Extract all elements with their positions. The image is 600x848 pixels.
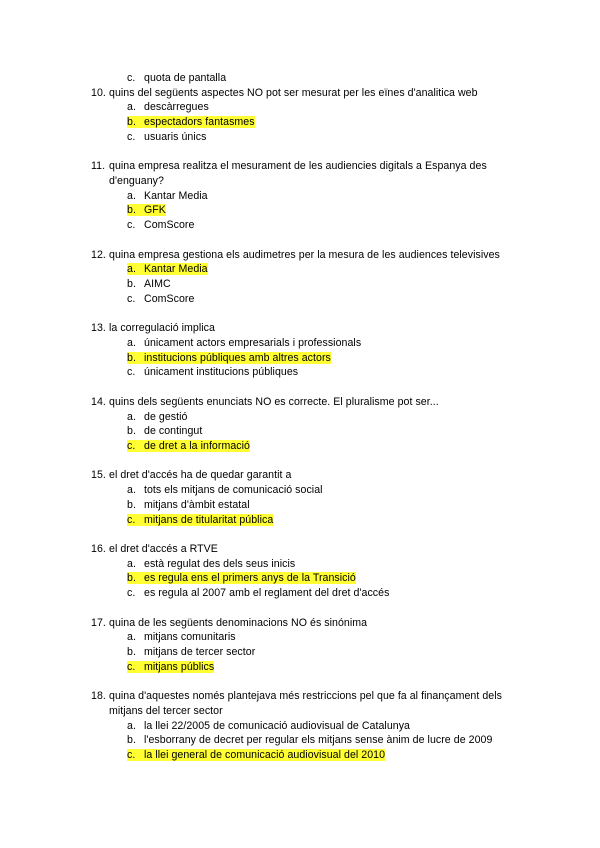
answer-content xyxy=(127,631,236,643)
option-letter: b. xyxy=(127,646,136,658)
option-letter: a. xyxy=(127,631,136,644)
answer-option xyxy=(127,514,273,527)
answer-option xyxy=(127,204,166,217)
option-text: Kantar Media xyxy=(144,189,208,202)
answer-content xyxy=(127,425,202,437)
option-letter: a. xyxy=(127,484,136,497)
answer-content xyxy=(127,190,208,202)
answer-option xyxy=(127,366,298,379)
option-letter: b. xyxy=(127,278,136,290)
option-letter: a. xyxy=(127,410,136,423)
option-letter: b. xyxy=(127,734,136,747)
question-number: 15. xyxy=(91,469,106,482)
option-letter: b. xyxy=(127,572,136,585)
option-letter: b. xyxy=(127,204,136,217)
answer-option xyxy=(127,72,226,85)
option-text: la llei general de comunicació audiovisual del 2010 xyxy=(144,749,386,761)
question-line: quina d'aquestes només plantejava més restriccions pel que fa al finançament dels xyxy=(109,690,502,703)
option-letter: a. xyxy=(127,263,136,276)
question-line: la corregulació implica xyxy=(109,322,215,335)
answer-option xyxy=(127,190,208,203)
option-text: ComScore xyxy=(144,292,195,305)
question-number: 11. xyxy=(91,160,106,173)
question-text xyxy=(91,249,500,262)
answer-option xyxy=(127,131,206,144)
option-text: Kantar Media xyxy=(144,263,208,276)
option-text: mitjans de titularitat pública xyxy=(144,513,274,526)
answer-option xyxy=(127,219,194,232)
option-text: AIMC xyxy=(144,278,171,290)
question-number: 12. xyxy=(91,248,106,261)
answer-content xyxy=(127,293,194,305)
answer-option xyxy=(127,720,410,733)
option-letter: c. xyxy=(127,660,136,673)
option-text: està regulat des dels seus inicis xyxy=(144,557,296,570)
option-text: de gestió xyxy=(144,410,188,423)
option-text: la llei 22/2005 de comunicació audiovisual de Catalunya xyxy=(144,719,410,732)
answer-option xyxy=(127,293,194,306)
option-text: quota de pantalla xyxy=(144,72,227,84)
option-text: GFK xyxy=(144,204,166,217)
question-number: 18. xyxy=(91,690,106,703)
question-line: mitjans del tercer sector xyxy=(109,704,223,717)
option-text: espectadors fantasmes xyxy=(144,116,255,129)
answer-content xyxy=(127,587,389,599)
answer-content xyxy=(127,219,194,231)
option-text: tots els mitjans de comunicació social xyxy=(144,484,323,497)
option-letter: a. xyxy=(127,336,136,349)
option-text: mitjans comunitaris xyxy=(144,631,236,644)
question-line: quina empresa realitza el mesurament de les audiencies digitals a Espanya des xyxy=(109,160,487,173)
question-text xyxy=(91,469,291,482)
question-text xyxy=(91,690,502,703)
answer-option xyxy=(127,352,331,365)
option-letter: b. xyxy=(127,425,136,438)
question-text-continued xyxy=(109,175,164,188)
highlighted-answer xyxy=(127,514,273,526)
option-letter: b. xyxy=(127,498,136,511)
option-text: l'esborrany de decret per regular els mitjans sense ànim de lucre de 2009 xyxy=(144,734,493,747)
option-letter: a. xyxy=(127,189,136,202)
option-text: únicament actors empresarials i professionals xyxy=(144,336,362,349)
answer-option xyxy=(127,440,250,453)
answer-content xyxy=(127,720,410,732)
answer-content xyxy=(127,484,323,496)
question-line: quina de les següents denominacions NO és sinónima xyxy=(109,616,368,629)
answer-content xyxy=(127,278,171,290)
option-letter: a. xyxy=(127,101,136,114)
option-text: descàrregues xyxy=(144,101,209,114)
answer-option xyxy=(127,749,385,762)
answer-option xyxy=(127,278,171,291)
option-letter: c. xyxy=(127,439,136,452)
answer-option xyxy=(127,631,236,644)
question-line: quina empresa gestiona els audimetres per la mesura de les audiences televisives xyxy=(109,248,500,261)
question-line: el dret d'accés ha de quedar garantit a xyxy=(109,469,292,482)
option-text: mitjans d'àmbit estatal xyxy=(144,498,250,511)
question-text xyxy=(91,160,487,173)
answer-option xyxy=(127,734,492,747)
option-text: es regula ens el primers anys de la Transició xyxy=(144,572,356,585)
answer-option xyxy=(127,587,389,600)
question-number: 16. xyxy=(91,543,106,555)
option-letter: c. xyxy=(127,130,136,143)
answer-option xyxy=(127,661,214,674)
answer-option xyxy=(127,499,250,512)
highlighted-answer xyxy=(127,749,385,761)
option-letter: b. xyxy=(127,351,136,364)
question-line: quins dels següents enunciats NO es correcte. El pluralisme pot ser... xyxy=(109,395,439,408)
answer-content xyxy=(127,734,492,746)
question-line: d'enguany? xyxy=(109,175,164,187)
option-letter: b. xyxy=(127,116,136,129)
question-number: 13. xyxy=(91,322,106,335)
answer-content xyxy=(127,366,298,378)
option-letter: a. xyxy=(127,557,136,570)
highlighted-answer xyxy=(127,572,356,584)
highlighted-answer xyxy=(127,263,208,275)
answer-option xyxy=(127,101,209,114)
answer-option xyxy=(127,116,255,129)
answer-content xyxy=(127,411,187,423)
option-letter: c. xyxy=(127,72,136,84)
option-text: únicament institucions públiques xyxy=(144,366,299,379)
option-text: es regula al 2007 amb el reglament del dret d'accés xyxy=(144,587,390,600)
answer-content xyxy=(127,101,209,113)
answer-option xyxy=(127,558,295,571)
question-number: 17. xyxy=(91,616,106,629)
answer-content xyxy=(127,646,255,658)
option-text: usuaris únics xyxy=(144,130,207,143)
question-line: el dret d'accés a RTVE xyxy=(109,543,218,555)
answer-option xyxy=(127,572,356,585)
answer-content xyxy=(127,337,361,349)
question-text-continued xyxy=(109,705,223,718)
option-letter: a. xyxy=(127,719,136,732)
answer-option xyxy=(127,646,255,659)
question-line: quins del següents aspectes NO pot ser mesurat per les eïnes d'analitica web xyxy=(109,86,478,99)
answer-option xyxy=(127,411,187,424)
option-text: mitjans de tercer sector xyxy=(144,646,256,658)
option-letter: c. xyxy=(127,587,136,600)
question-text xyxy=(91,87,478,100)
answer-option xyxy=(127,263,208,276)
question-text xyxy=(91,617,367,630)
question-text xyxy=(91,543,218,556)
answer-option xyxy=(127,337,361,350)
answer-option xyxy=(127,484,323,497)
option-text: de contingut xyxy=(144,425,203,438)
answer-content xyxy=(127,499,250,511)
highlighted-answer xyxy=(127,440,250,452)
question-text xyxy=(91,322,215,335)
question-number: 10. xyxy=(91,86,106,99)
answer-option xyxy=(127,425,202,438)
question-number: 14. xyxy=(91,395,106,408)
option-letter: c. xyxy=(127,513,136,526)
question-text xyxy=(91,396,439,409)
option-letter: c. xyxy=(127,292,136,305)
option-text: institucions públiques amb altres actors xyxy=(144,351,331,364)
option-letter: c. xyxy=(127,219,136,232)
answer-content xyxy=(127,131,206,143)
highlighted-answer xyxy=(127,661,214,673)
option-text: mitjans públics xyxy=(144,660,215,673)
option-text: ComScore xyxy=(144,219,195,232)
option-letter: c. xyxy=(127,749,136,761)
answer-content xyxy=(127,558,295,570)
highlighted-answer xyxy=(127,116,255,128)
option-text: de dret a la informació xyxy=(144,439,250,452)
option-letter: c. xyxy=(127,366,136,379)
answer-content xyxy=(127,72,226,84)
highlighted-answer xyxy=(127,204,166,216)
highlighted-answer xyxy=(127,352,331,364)
